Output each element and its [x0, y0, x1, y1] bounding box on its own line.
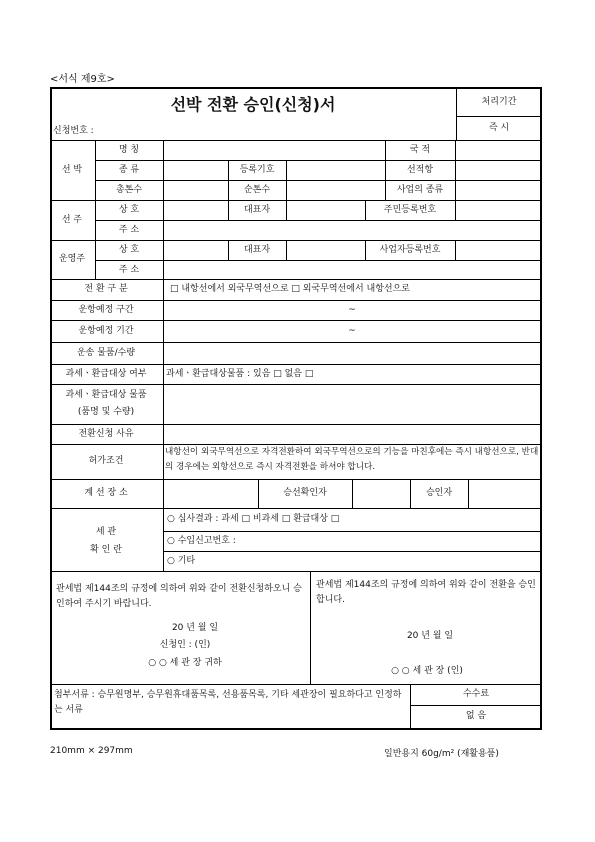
operator-address-label: 주 소	[118, 265, 140, 275]
approval-statement: 관세법 제144조의 규정에 의하여 위와 같이 전환을 승인합니다.	[316, 580, 536, 606]
tax-goods-label-line2: (품명 및 수량)	[77, 407, 135, 417]
business-type-label: 사업의 종류	[396, 185, 444, 195]
cargo-label: 운송 물품/수량	[76, 348, 136, 358]
tax-target-label: 과세ㆍ환급대상 여부	[65, 369, 147, 379]
owner-address-label: 주 소	[118, 225, 140, 235]
tax-target-value[interactable]: 과세ㆍ환급대상물품 : 있음 □ 없음 □	[166, 369, 314, 379]
permit-condition-text: 내항선이 외국무역선으로 자격전환하여 외국무역선으로의 기능을 마친후에는 즉시 내항선으로, 반대의 경우에는 외항선으로 즉시 자격전환을 하셔야 합니다.	[165, 447, 539, 472]
application-addressee: ○ ○ 세 관 장 귀하	[148, 658, 222, 668]
vessel-type-label: 종 류	[118, 165, 140, 175]
conversion-type-options[interactable]: □ 내항선에서 외국무역선으로 □ 외국무역선에서 내항선으로	[170, 284, 410, 294]
vessel-group-label: 선 박	[61, 165, 83, 175]
form-title: 선박 전환 승인(신청)서	[170, 95, 336, 114]
conversion-type-label: 전 환 구 분	[84, 284, 128, 294]
permit-condition-label: 허가조건	[88, 456, 124, 466]
customs-check-label-line2: 확 인 란	[90, 545, 122, 555]
application-date[interactable]: 20 년 월 일	[171, 623, 219, 633]
other-note[interactable]: ○ 기타	[167, 556, 196, 566]
mooring-place-label: 계 선 장 소	[84, 488, 128, 498]
operator-group-label: 운영주	[58, 254, 86, 264]
planned-period-label: 운항예정 기간	[78, 326, 134, 336]
owner-trade-name-label: 상 호	[118, 205, 140, 215]
owner-representative-label: 대표자	[243, 205, 271, 215]
planned-route-label: 운항예정 구간	[78, 305, 134, 315]
resident-number-label: 주민등록번호	[383, 205, 437, 215]
paper-spec: 일반용지 60g/m² (재활용품)	[384, 749, 499, 759]
planned-route-value[interactable]: ~	[348, 305, 356, 315]
approver-label: 승인자	[425, 488, 453, 498]
net-tonnage-label: 순톤수	[243, 185, 271, 195]
import-declaration-number[interactable]: ○ 수입신고번호 :	[167, 536, 236, 546]
planned-period-value[interactable]: ~	[348, 326, 356, 336]
attachments-list: 첨부서류 : 승무원명부, 승무원휴대품목록, 선용품목록, 기타 세관장이 필요하다고 인정하는 서류	[54, 690, 402, 716]
approval-signer: ○ ○ 세 관 장 (인)	[391, 666, 463, 676]
fee-label: 수수료	[462, 689, 490, 699]
gross-tonnage-label: 총톤수	[115, 185, 143, 195]
form-number: <서식 제9호>	[50, 74, 115, 85]
processing-period-value: 즉 시	[488, 123, 510, 133]
application-number-label: 신청번호 :	[53, 126, 94, 136]
approval-date[interactable]: 20 년 월 일	[406, 631, 454, 641]
business-registration-label: 사업자등록번호	[379, 245, 441, 255]
operator-trade-name-label: 상 호	[118, 245, 140, 255]
boarding-confirmer-label: 승선확인자	[283, 488, 327, 498]
applicant-line[interactable]: 신청인 : (인)	[159, 640, 211, 650]
customs-check-label-line1: 세 관	[95, 527, 117, 537]
nationality-label: 국 적	[409, 145, 431, 155]
vessel-name-label: 명 칭	[118, 145, 140, 155]
review-result[interactable]: ○ 심사결과 : 과세 □ 비과세 □ 환급대상 □	[167, 514, 340, 524]
processing-period-label: 처리기간	[481, 97, 517, 107]
reason-label: 전환신청 사유	[78, 429, 134, 439]
owner-group-label: 선 주	[61, 215, 83, 225]
application-statement: 관세법 제144조의 규정에 의하여 위와 같이 전환신청하오니 승인하여 주시기 바랍니다.	[56, 584, 302, 610]
registration-code-label: 등록기호	[239, 165, 275, 175]
fee-value: 없 음	[465, 711, 487, 721]
operator-representative-label: 대표자	[243, 245, 271, 255]
tax-goods-label-line1: 과세ㆍ환급대상 물품	[65, 390, 147, 400]
port-of-registry-label: 선적항	[406, 165, 434, 175]
paper-size: 210mm × 297mm	[50, 746, 133, 756]
